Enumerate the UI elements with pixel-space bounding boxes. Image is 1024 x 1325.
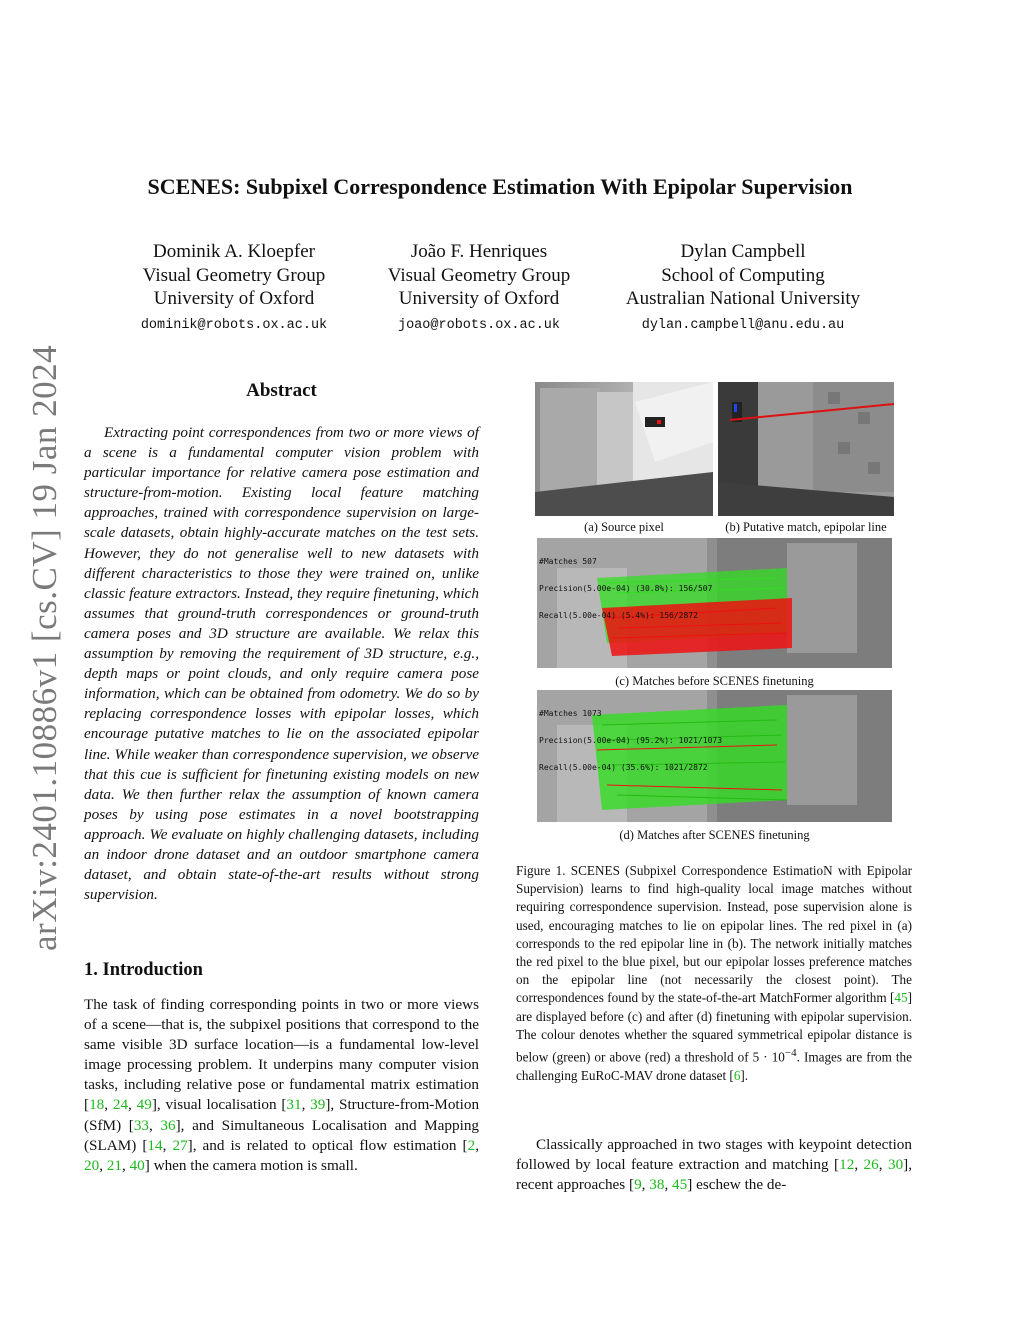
source-frame-image [535,382,713,516]
match-count-label: #Matches 1073 [539,709,602,718]
author-block [349,240,609,337]
section-heading-introduction: 1. Introduction [84,960,203,980]
text-segment: , [121,1156,130,1174]
text-segment: ], and is related to optical flow estimation [ [187,1136,468,1154]
match-stats-overlay [539,691,722,790]
text-segment: ], Structure-from-Motion (SfM) [ [84,1096,480,1134]
text-segment: . Images are from the challenging EuRoC-MAV drone dataset [ [516,1049,912,1083]
text-segment: ] eschew the de- [687,1176,787,1194]
figure-1-caption [516,862,912,1085]
citation-link[interactable]: 2 [467,1136,476,1154]
citation-link[interactable]: 12 [839,1156,855,1174]
match-stats-overlay [539,539,712,638]
text-segment: ] are displayed before (c) and after (d) finetuning with epipolar supervision. The colour denotes whether the squared symmetrical epipolar distance is below (green) or above (red) a threshold of 5 · 10 [516,990,912,1065]
text-segment: The task of finding corresponding points in two or more views of a scene—that is, the subpixel positions that correspond to the same visible 3D surface location—is a fundamental low-level image processing problem. It underpins many computer vision tasks, including relative pose or fundamental matrix estimation [ [84,996,479,1114]
author-email[interactable]: joao@robots.ox.ac.uk [397,317,561,333]
putative-match-marker [734,404,737,412]
text-segment: , [149,1116,161,1134]
text-segment: , [99,1156,107,1174]
author-institution: Australian National University [625,288,861,309]
text-segment: , [301,1096,311,1114]
citation-link[interactable]: 21 [106,1156,122,1174]
citation-link[interactable]: 30 [887,1156,904,1174]
citation-link[interactable]: 45 [672,1176,688,1194]
subcaption-b: (b) Putative match, epipolar line [725,520,887,534]
author-affiliation: Visual Geometry Group [387,264,571,286]
author-name: Dominik A. Kloepfer [152,241,315,262]
author-institution: University of Oxford [153,288,315,309]
citation-link[interactable]: 33 [133,1116,149,1134]
subcaption-a: (a) Source pixel [584,520,664,534]
paper-title: SCENES: Subpixel Correspondence Estimation With Epipolar Supervision [147,174,853,199]
source-pixel-marker [657,420,661,424]
abstract-text: Extracting point correspondences from two or more views of a scene is a fundamental computer vision problem with particular importance for relative camera pose estimation and structure-from-motion. Existing local feature matching approaches, trained with correspondence supervision on large-scale datasets, obtain highly-accurate matches on the test sets. However, they do not generalise well to new datasets with different characteristics to those they were trained on, unlike classic feature extractors. Instead, they require finetuning, which assumes that ground-truth correspondences or ground-truth camera poses and 3D structure are available. We relax this assumption by removing the requirement of 3D structure, e.g., depth maps or point clouds, and only require camera pose information, which can be obtained from odometry. We do so by replacing correspondence losses with epipolar losses, which encourage putative matches to lie on the associated epipolar line. While weaker than correspondence supervision, we observe that this cue is sufficient for finetuning existing models on new data. We then further relax the assumption of known camera poses by using pose estimates in a novel bootstrapping approach. We evaluate on highly challenging datasets, including an indoor drone dataset and an outdoor smartphone camera dataset, and obtain state-of-the-art results without strong supervision. [84,424,479,904]
figure-panel-source-pixel [535,382,713,516]
recall-label: Recall(5.00e-04) (35.6%): 1021/2872 [539,763,708,772]
author-institution: University of Oxford [398,288,560,309]
citation-link[interactable]: 18 [89,1096,105,1114]
text-segment: ]. [740,1067,749,1083]
author-affiliation: School of Computing [661,264,825,286]
text-segment: ] when the camera motion is small. [144,1156,358,1174]
precision-label: Precision(5.00e-04) (95.2%): 1021/1073 [539,736,723,745]
citation-link[interactable]: 9 [634,1176,642,1194]
citation-link[interactable]: 6 [733,1067,741,1083]
text-segment: ], visual localisation [ [151,1096,287,1114]
author-affiliation: Visual Geometry Group [142,264,326,286]
author-block [104,240,364,337]
text-segment: Classically approached in two stages with keypoint detection followed by local feature extraction and matching [ [516,1136,912,1174]
superscript: −4 [784,1047,797,1060]
citation-link[interactable]: 49 [136,1096,152,1114]
author-name: Dylan Campbell [680,241,806,262]
text-segment: , [162,1136,173,1154]
citation-link[interactable]: 27 [172,1136,188,1154]
text-segment: , [128,1096,137,1114]
abstract-heading: Abstract [246,380,317,401]
citation-link[interactable]: 39 [310,1096,326,1114]
author-block [613,240,873,337]
text-segment: , [641,1176,650,1194]
citation-link[interactable]: 31 [286,1096,302,1114]
citation-link[interactable]: 24 [112,1096,129,1114]
citation-link[interactable]: 36 [160,1116,176,1134]
citation-link[interactable]: 20 [84,1156,100,1174]
text-segment: , [854,1156,864,1174]
author-email[interactable]: dylan.campbell@anu.edu.au [641,317,845,333]
precision-label: Precision(5.00e-04) (30.8%): 156/507 [539,584,713,593]
introduction-paragraph [84,995,479,1176]
match-count-label: #Matches 507 [539,557,597,566]
text-segment: ], and Simultaneous Localisation and Mapping (SLAM) [ [84,1116,480,1154]
figure-panel-matches-after [537,690,892,822]
citation-link[interactable]: 14 [147,1136,163,1154]
author-name: João F. Henriques [410,241,548,262]
author-email[interactable]: dominik@robots.ox.ac.uk [140,317,328,333]
figure-panel-putative-match [718,382,894,516]
subcaption-c: (c) Matches before SCENES finetuning [615,674,814,688]
citation-link[interactable]: 45 [894,990,908,1006]
subcaption-d: (d) Matches after SCENES finetuning [619,828,810,842]
text-segment: , [878,1156,888,1174]
text-segment: , [104,1096,113,1114]
arxiv-identifier-stamp: arXiv:2401.10886v1 [cs.CV] 19 Jan 2024 [25,344,64,951]
citation-link[interactable]: 40 [129,1156,145,1174]
text-segment: , [475,1136,479,1154]
text-segment: Figure 1. SCENES (Subpixel Correspondence EstimatioN with Epipolar Supervision) learns to find high-quality local image matches without requiring correspondence supervision. Instead, pose supervision alone is used, encouraging matches to lie on epipolar lines. The red pixel in (a) corresponds to the red epipolar line in (b). The network initially matches the red pixel to the blue pixel, but our epipolar losses preference matches on the epipolar line (not necessarily the closest point). The correspondences found by the state-of-the-art MatchFormer algorithm [ [516,863,912,1006]
right-column-paragraph [516,1135,912,1195]
citation-link[interactable]: 26 [863,1156,879,1174]
text-segment: , [664,1176,673,1194]
recall-label: Recall(5.00e-04) (5.4%): 156/2872 [539,611,698,620]
target-frame-image [718,382,894,516]
text-segment: ], recent approaches [ [516,1156,913,1194]
citation-link[interactable]: 38 [649,1176,665,1194]
figure-panel-matches-before [537,538,892,668]
